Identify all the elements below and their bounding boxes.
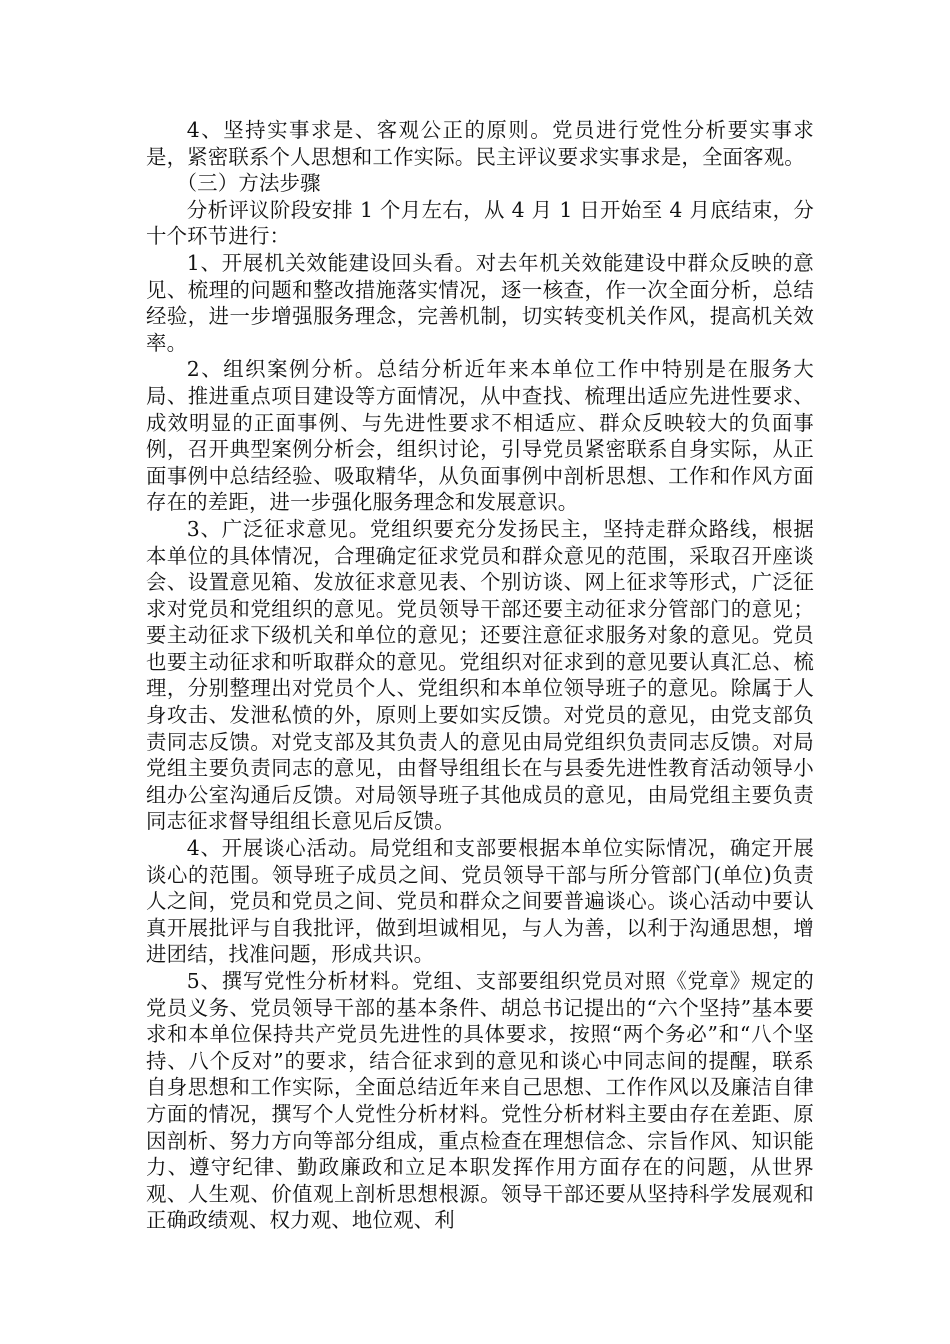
section-heading-methods: （三）方法步骤 bbox=[176, 171, 321, 196]
paragraph-schedule: 分析评议阶段安排 1 个月左右，从 4 月 1 日开始至 4 月底结束，分十个环节进行： bbox=[146, 197, 814, 249]
paragraph-step-5: 5、撰写党性分析材料。党组、支部要组织党员对照《党章》规定的党员义务、党员领导干部的基本条件、胡总书记提出的“六个坚持”基本要求和本单位保持共产党员先进性的具体要求，按照“两个务必”和“八个坚持、八个反对”的要求，结合征求到的意见和谈心中同志间的提醒，联系自身思想和工作实际，全面总结近年来自己思想、工作作风以及廉洁自律方面的情况，撰写个人党性分析材料。党性分析材料主要由存在差距、原因剖析、努力方向等部分组成，重点检查在理想信念、宗旨作风、知识能力、遵守纪律、勤政廉政和立足本职发挥作用方面存在的问题，从世界观、人生观、价值观上剖析思想根源。领导干部还要从坚持科学发展观和正确政绩观、权力观、地位观、利 bbox=[146, 969, 814, 1233]
paragraph-step-2: 2、组织案例分析。总结分析近年来本单位工作中特别是在服务大局、推进重点项目建设等方面情况，从中查找、梳理出适应先进性要求、成效明显的正面事例、与先进性要求不相适应、群众反映较大的负面事例，召开典型案例分析会，组织讨论，引导党员紧密联系自身实际，从正面事例中总结经验、吸取精华，从负面事例中剖析思想、工作和作风方面存在的差距，进一步强化服务理念和发展意识。 bbox=[146, 357, 814, 515]
paragraph-step-4: 4、开展谈心活动。局党组和支部要根据本单位实际情况，确定开展谈心的范围。领导班子成员之间、党员领导干部与所分管部门(单位)负责人之间，党员和党员之间、党员和群众之间要普遍谈心。谈心活动中要认真开展批评与自我批评，做到坦诚相见，与人为善，以利于沟通思想，增进团结，找准问题，形成共识。 bbox=[146, 836, 814, 967]
document-body bbox=[146, 117, 814, 1234]
paragraph-principle-4: 4、坚持实事求是、客观公正的原则。党员进行党性分析要实事求是，紧密联系个人思想和工作实际。民主评议要求实事求是，全面客观。 bbox=[146, 118, 814, 169]
paragraph-step-1: 1、开展机关效能建设回头看。对去年机关效能建设中群众反映的意见、梳理的问题和整改措施落实情况，逐一核查，作一次全面分析，总结经验，进一步增强服务理念，完善机制，切实转变机关作风，提高机关效率。 bbox=[146, 250, 814, 355]
paragraph-step-3: 3、广泛征求意见。党组织要充分发扬民主，坚持走群众路线，根据本单位的具体情况，合理确定征求党员和群众意见的范围，采取召开座谈会、设置意见箱、发放征求意见表、个别访谈、网上征求等形式，广泛征求对党员和党组织的意见。党员领导干部还要主动征求分管部门的意见；要主动征求下级机关和单位的意见；还要注意征求服务对象的意见。党员也要主动征求和听取群众的意见。党组织对征求到的意见要认真汇总、梳理，分别整理出对党员个人、党组织和本单位领导班子的意见。除属于人身攻击、发泄私愤的外，原则上要如实反馈。对党员的意见，由党支部负责同志反馈。对党支部及其负责人的意见由局党组织负责同志反馈。对局党组主要负责同志的意见，由督导组组长在与县委先进性教育活动领导小组办公室沟通后反馈。对局领导班子其他成员的意见，由局党组主要负责同志征求督导组组长意见后反馈。 bbox=[146, 516, 814, 834]
